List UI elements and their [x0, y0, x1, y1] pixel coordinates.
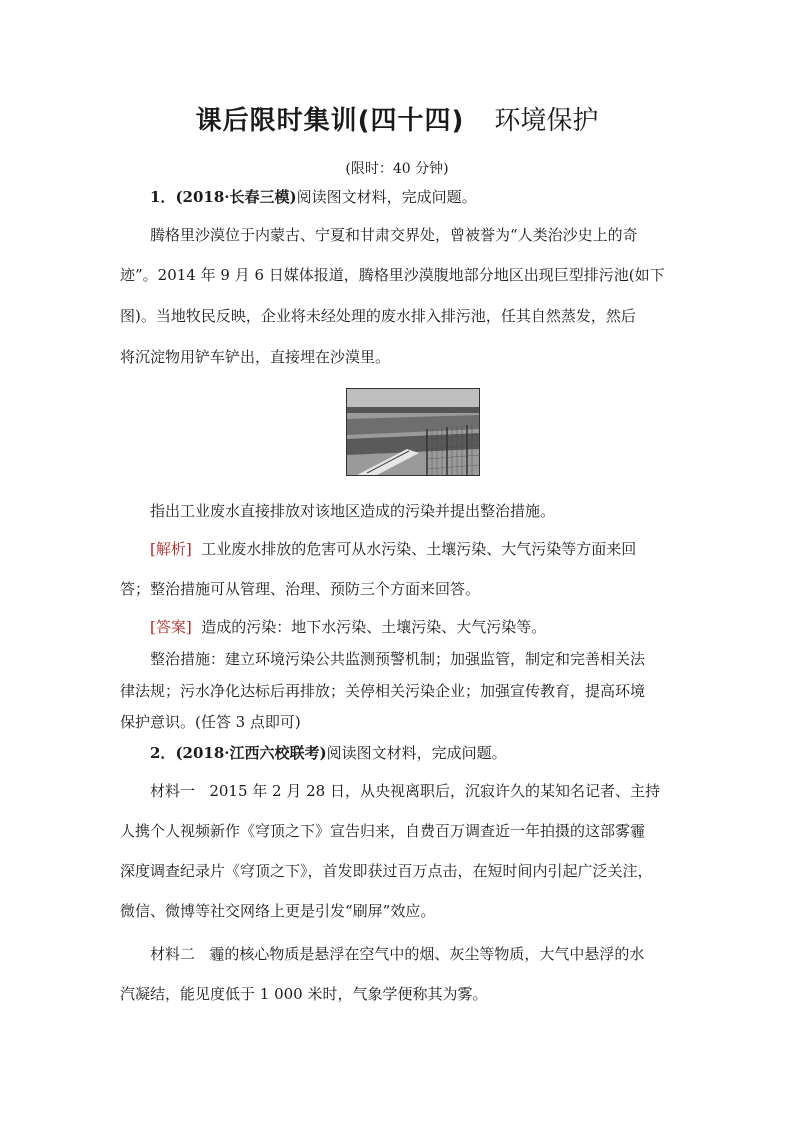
material-1-label: 材料一: [150, 782, 196, 800]
q2-heading: [150, 742, 710, 763]
analysis-tag: [解析]: [150, 540, 192, 558]
material-2-label: 材料二: [150, 945, 196, 963]
q1-para-line: 迹”。2014 年 9 月 6 日媒体报道，腾格里沙漠腹地部分地区出现巨型排污池(如下: [120, 266, 665, 284]
answer-measures-line: 保护意识。(任答 3 点即可): [120, 713, 301, 731]
title-sub: 环境保护: [494, 106, 599, 136]
page-title: [0, 100, 794, 137]
q1-number: 1．: [150, 188, 176, 206]
q1-para-line: 将沉淀物用铲车铲出，直接埋在沙漠里。: [120, 348, 391, 366]
material-2-text: 霾的核心物质是悬浮在空气中的烟、灰尘等物质，大气中悬浮的水: [209, 945, 645, 963]
q1-prompt: 阅读图文材料，完成问题。: [296, 188, 477, 206]
analysis-text: 工业废水排放的危害可从水污染、土壤污染、大气污染等方面来回: [201, 540, 637, 558]
analysis-text-cont: 答；整治措施可从管理、治理、预防三个方面来回答。: [120, 580, 481, 598]
q1-question: 指出工业废水直接排放对该地区造成的污染并提出整治措施。: [150, 502, 556, 520]
q2-material-1: [150, 780, 680, 801]
answer-text: 造成的污染：地下水污染、土壤污染、大气污染等。: [201, 618, 547, 636]
q2-prompt: 阅读图文材料，完成问题。: [326, 744, 507, 762]
answer-tag: [答案]: [150, 618, 192, 636]
q1-answer: [150, 616, 680, 637]
material-1-text: 2015 年 2 月 28 日，从央视离职后，沉寂许久的某知名记者、主持: [209, 782, 660, 800]
time-limit: (限时：40 分钟): [345, 161, 449, 177]
sewage-pond-photo: [346, 388, 480, 476]
material-1-line: 人携个人视频新作《穹顶之下》宣告归来，自费百万调查近一年拍摄的这部雾霾: [120, 822, 646, 840]
q2-source: (2018·江西六校联考): [175, 744, 327, 762]
title-main: 课后限时集训(四十四): [195, 106, 465, 136]
material-1-line: 微信、微博等社交网络上更是引发“刷屏”效应。: [120, 902, 436, 920]
answer-measures-line: 律法规；污水净化达标后再排放；关停相关污染企业；加强宣传教育，提高环境: [120, 682, 646, 700]
q1-para-line: 图)。当地牧民反映，企业将未经处理的废水排入排污池，任其自然蒸发，然后: [120, 307, 636, 325]
q1-source: (2018·长春三模): [175, 188, 297, 206]
q1-para-line: 腾格里沙漠位于内蒙古、宁夏和甘肃交界处，曾被誉为“人类治沙史上的奇: [150, 226, 638, 244]
q1-analysis: [150, 538, 680, 559]
material-2-line: 汽凝结，能见度低于 1 000 米时，气象学便称其为雾。: [120, 985, 488, 1003]
q2-material-2: [150, 943, 680, 964]
answer-measures-line: 整治措施：建立环境污染公共监测预警机制；加强监管，制定和完善相关法: [150, 650, 646, 668]
q2-number: 2．: [150, 744, 176, 762]
material-1-line: 深度调查纪录片《穹顶之下》，首发即获过百万点击，在短时间内引起广泛关注，: [120, 862, 653, 880]
q1-heading: [150, 186, 710, 207]
